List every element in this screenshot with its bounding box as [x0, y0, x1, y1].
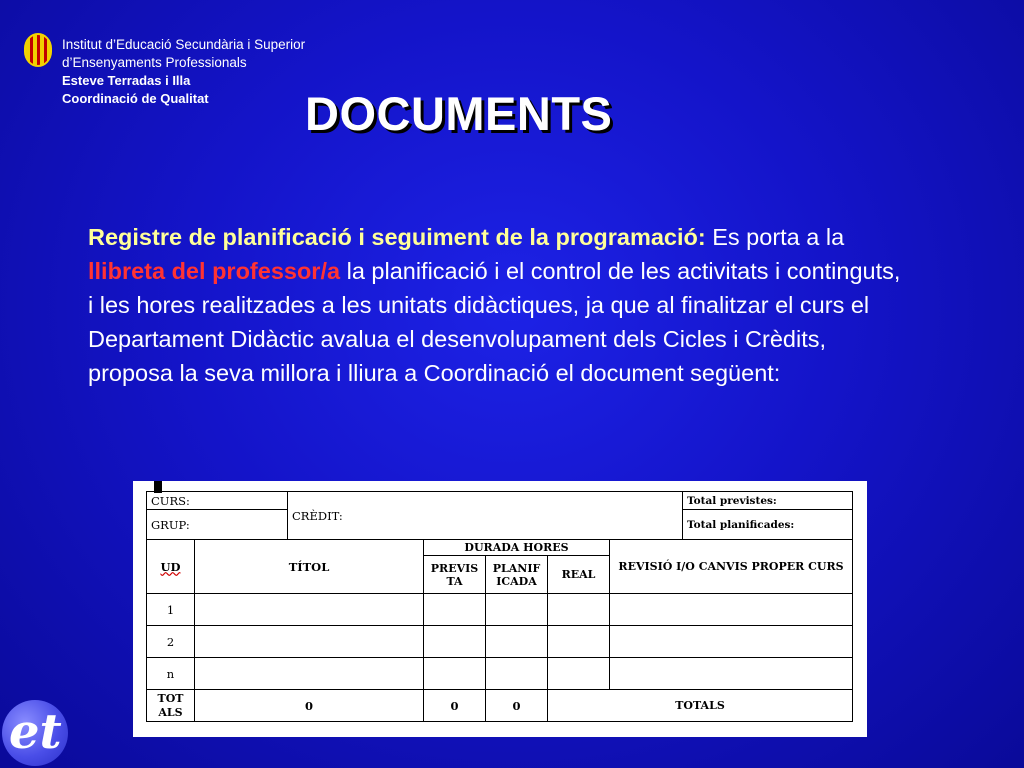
table-cell — [424, 658, 486, 690]
total-value: 0 — [195, 690, 424, 722]
table-cell — [610, 658, 853, 690]
table-cell — [195, 626, 424, 658]
total-previstes-label: Total previstes: — [683, 492, 853, 510]
body-text-part: Es porta a la — [705, 224, 845, 250]
et-logo-letters: et — [9, 704, 62, 760]
table-cell — [548, 626, 610, 658]
table-cell — [610, 626, 853, 658]
row-number: 2 — [147, 626, 195, 658]
table-cell — [486, 594, 548, 626]
total-value: 0 — [424, 690, 486, 722]
planning-table — [146, 491, 853, 722]
table-cell — [486, 658, 548, 690]
body-lead: Registre de planificació i seguiment de la programació: — [88, 224, 706, 250]
totals-right-label: TOTALS — [548, 690, 853, 722]
table-cell — [610, 594, 853, 626]
total-planificades-label: Total planificades: — [683, 510, 853, 540]
institution-line: d’Ensenyaments Professionals — [62, 55, 247, 70]
body-highlight: llibreta del professor/a — [88, 258, 341, 284]
ud-header: UD — [147, 540, 195, 594]
totals-label: TOT ALS — [147, 690, 195, 722]
grup-label: GRUP: — [147, 510, 288, 540]
total-value: 0 — [486, 690, 548, 722]
institution-line: Esteve Terradas i Illa — [62, 73, 191, 88]
table-cell — [195, 594, 424, 626]
institution-header — [62, 36, 305, 108]
row-number: 1 — [147, 594, 195, 626]
body-paragraph — [88, 220, 908, 390]
institution-line: Coordinació de Qualitat — [62, 91, 209, 106]
durada-hores-header: DURADA HORES — [424, 540, 610, 556]
table-cell — [195, 658, 424, 690]
table-cell — [486, 626, 548, 658]
table-cell — [424, 626, 486, 658]
real-header: REAL — [548, 556, 610, 594]
institution-line: Institut d’Educació Secundària i Superior — [62, 37, 306, 52]
revisio-header: REVISIÓ I/O CANVIS PROPER CURS — [610, 540, 853, 594]
titol-header: TÍTOL — [195, 540, 424, 594]
row-number: n — [147, 658, 195, 690]
body-text-part: la planificació i el control de les activitats i continguts, i les hores realitzades a les unitats didàctiques, ja que al finalitzar el curs el Departament Didàctic avalua el desenvolupament dels Cicles i Crèdits, proposa la seva millora i lliura a Coordinació el document següent: — [88, 258, 901, 386]
table-cell — [548, 594, 610, 626]
generalitat-seal-icon — [24, 33, 52, 67]
slide-title: DOCUMENTS — [305, 87, 613, 140]
table-cell — [424, 594, 486, 626]
table-marker — [154, 481, 162, 493]
table-cell — [548, 658, 610, 690]
curs-label: CURS: — [147, 492, 288, 510]
et-logo-icon — [2, 700, 68, 766]
form-panel — [133, 481, 867, 737]
planificada-header: PLANIF ICADA — [486, 556, 548, 594]
prevista-header: PREVIS TA — [424, 556, 486, 594]
credit-label: CRÈDIT: — [288, 492, 683, 540]
